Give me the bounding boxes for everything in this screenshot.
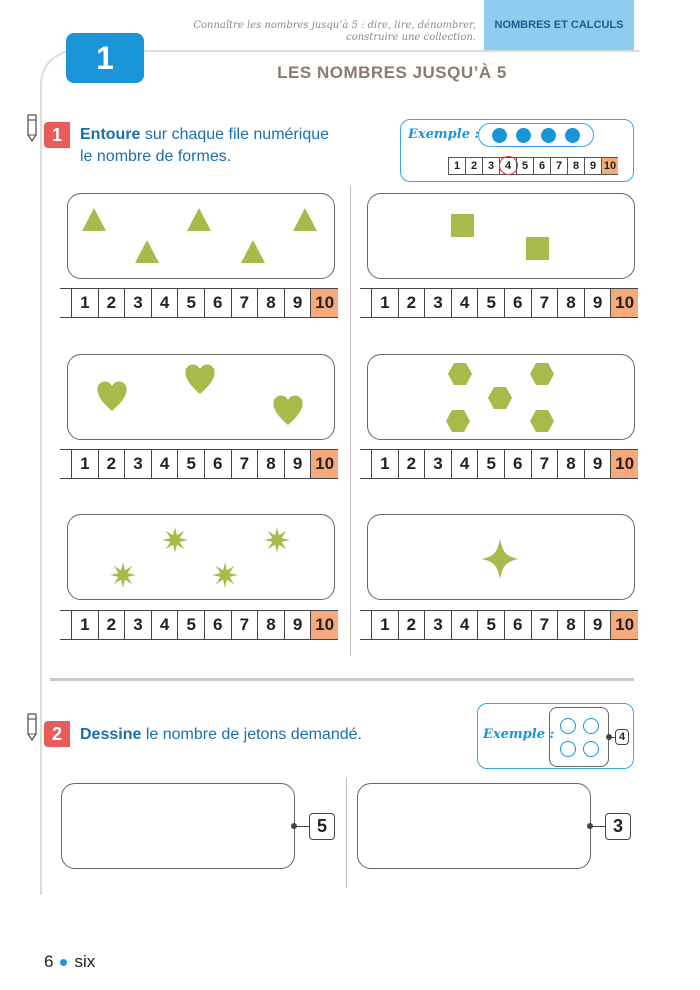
number-cell[interactable]: 5	[478, 450, 505, 478]
number-line-lead	[360, 450, 372, 478]
square-shape	[451, 214, 474, 237]
square-shape	[526, 237, 549, 260]
column-divider	[350, 186, 351, 656]
exercise-1-verb: Entoure	[80, 126, 141, 143]
triangle-shape	[135, 240, 159, 263]
number-cell[interactable]: 9	[585, 450, 612, 478]
number-cell[interactable]: 5	[478, 611, 505, 639]
example-number-cell: 2	[465, 158, 482, 174]
shape-card-starbursts	[67, 514, 335, 600]
number-cell[interactable]: 1	[72, 611, 99, 639]
number-cell[interactable]: 9	[285, 450, 312, 478]
drawing-box-5[interactable]	[61, 783, 295, 869]
box-connector	[590, 826, 605, 827]
number-cell[interactable]: 5	[178, 289, 205, 317]
number-cell[interactable]: 7	[532, 450, 559, 478]
page-word: six	[74, 952, 96, 971]
pencil-icon	[24, 712, 42, 742]
number-line-lead	[60, 450, 72, 478]
lesson-title: LES NOMBRES JUSQU’À 5	[277, 63, 507, 82]
heart-shape	[185, 365, 214, 395]
number-cell[interactable]: 10	[311, 289, 338, 317]
number-line-lead	[60, 289, 72, 317]
example-label-1: Exemple :	[408, 127, 480, 142]
triangle-shape	[187, 208, 211, 231]
pencil-icon	[24, 113, 42, 143]
triangle-shape	[241, 240, 265, 263]
exercise-2-rest: le nombre de jetons demandé.	[141, 726, 362, 743]
token-circle	[560, 718, 576, 734]
exercise-2-instruction	[80, 724, 362, 746]
number-cell[interactable]: 2	[399, 289, 426, 317]
exercise-1-line-2: le nombre de formes.	[80, 148, 232, 165]
heart-shape	[97, 382, 126, 412]
number-cell[interactable]: 6	[505, 289, 532, 317]
number-line	[360, 449, 638, 479]
number-line	[360, 610, 638, 640]
number-cell[interactable]: 7	[232, 450, 259, 478]
shape-card-stars	[367, 514, 635, 600]
starburst-shape	[264, 527, 290, 553]
exercise-2-number: 2	[44, 721, 70, 747]
number-cell[interactable]: 10	[311, 611, 338, 639]
number-cell[interactable]: 8	[258, 289, 285, 317]
shape-card-squares	[367, 193, 635, 279]
footer-dot	[60, 959, 67, 966]
example-number-cell: 7	[550, 158, 567, 174]
number-cell[interactable]: 3	[125, 611, 152, 639]
example-token-grid	[549, 707, 609, 767]
shape-card-triangles	[67, 193, 335, 279]
number-line	[60, 449, 338, 479]
number-cell[interactable]: 4	[152, 289, 179, 317]
column-divider-2	[346, 778, 347, 888]
number-cell[interactable]: 10	[611, 289, 638, 317]
number-cell[interactable]: 8	[258, 611, 285, 639]
number-cell[interactable]: 2	[99, 450, 126, 478]
example-dots	[478, 123, 594, 147]
square-shapes	[368, 194, 636, 280]
triangle-shape	[293, 208, 317, 231]
number-cell[interactable]: 1	[372, 450, 399, 478]
hexagon-shape	[488, 387, 512, 409]
section-divider	[50, 678, 634, 681]
example-number-cell: 1	[448, 158, 465, 174]
number-cell[interactable]: 3	[425, 289, 452, 317]
starburst-shape	[212, 562, 238, 588]
number-line-lead	[360, 611, 372, 639]
star-shapes	[368, 515, 636, 601]
number-cell[interactable]: 7	[532, 611, 559, 639]
four-point-star-shape	[482, 539, 518, 579]
page-number: 6	[44, 952, 54, 971]
number-cell[interactable]: 6	[205, 611, 232, 639]
hexagon-shape	[446, 410, 470, 432]
number-cell[interactable]: 5	[178, 450, 205, 478]
example-number-cell: 10	[601, 158, 618, 174]
number-cell[interactable]: 3	[425, 450, 452, 478]
number-cell[interactable]: 8	[558, 450, 585, 478]
starburst-shapes	[68, 515, 336, 601]
example-number-cell: 6	[533, 158, 550, 174]
token-circle	[560, 741, 576, 757]
section-tab: NOMBRES ET CALCULS	[484, 0, 634, 50]
example-circled-cell: 4	[499, 158, 516, 174]
number-cell[interactable]: 7	[532, 289, 559, 317]
exercise-1-line-1: sur chaque file numérique	[140, 126, 330, 143]
token-circle	[583, 741, 599, 757]
number-cell[interactable]: 8	[258, 450, 285, 478]
number-cell[interactable]: 9	[285, 611, 312, 639]
number-line	[360, 288, 638, 318]
example-dot	[565, 128, 580, 143]
number-cell[interactable]: 4	[152, 611, 179, 639]
number-cell[interactable]: 9	[585, 289, 612, 317]
example-dot	[516, 128, 531, 143]
hexagon-shapes	[368, 355, 636, 441]
number-line-lead	[360, 289, 372, 317]
number-cell[interactable]: 2	[99, 611, 126, 639]
number-cell[interactable]: 2	[399, 611, 426, 639]
requested-count-tag: 5	[309, 813, 335, 840]
shape-card-hearts	[67, 354, 335, 440]
heart-shapes	[68, 355, 336, 441]
number-cell[interactable]: 9	[285, 289, 312, 317]
number-cell[interactable]: 6	[205, 450, 232, 478]
example-number-cell: 3	[482, 158, 499, 174]
number-cell[interactable]: 3	[425, 611, 452, 639]
token-circle	[583, 718, 599, 734]
box-connector	[294, 826, 309, 827]
number-cell[interactable]: 1	[72, 450, 99, 478]
number-cell[interactable]: 4	[452, 289, 479, 317]
starburst-shape	[162, 527, 188, 553]
number-cell[interactable]: 9	[585, 611, 612, 639]
objective-text	[193, 20, 476, 44]
number-cell[interactable]: 6	[205, 289, 232, 317]
triangle-shapes	[68, 194, 336, 280]
page-footer	[44, 952, 95, 972]
number-cell[interactable]: 8	[558, 611, 585, 639]
number-cell[interactable]: 5	[478, 289, 505, 317]
requested-count-tag: 3	[605, 813, 631, 840]
number-cell[interactable]: 4	[152, 450, 179, 478]
number-cell[interactable]: 10	[611, 450, 638, 478]
example-count-tag: 4	[615, 729, 629, 745]
number-cell[interactable]: 4	[452, 611, 479, 639]
number-cell[interactable]: 6	[505, 450, 532, 478]
number-cell[interactable]: 2	[399, 450, 426, 478]
number-cell[interactable]: 1	[372, 289, 399, 317]
shape-card-hexagons	[367, 354, 635, 440]
number-line	[60, 610, 338, 640]
hexagon-shape	[530, 410, 554, 432]
number-cell[interactable]: 3	[125, 450, 152, 478]
number-cell[interactable]: 3	[125, 289, 152, 317]
number-line-lead	[60, 611, 72, 639]
exercise-1-number: 1	[44, 122, 70, 148]
hexagon-shape	[448, 363, 472, 385]
example-dot	[492, 128, 507, 143]
number-cell[interactable]: 10	[611, 611, 638, 639]
drawing-box-3[interactable]	[357, 783, 591, 869]
number-cell[interactable]: 2	[99, 289, 126, 317]
number-cell[interactable]: 7	[232, 611, 259, 639]
number-line	[60, 288, 338, 318]
hexagon-shape	[530, 363, 554, 385]
triangle-shape	[82, 208, 106, 231]
number-cell[interactable]: 4	[452, 450, 479, 478]
number-cell[interactable]: 7	[232, 289, 259, 317]
number-cell[interactable]: 1	[372, 611, 399, 639]
objective-line-1: Connaître les nombres jusqu’à 5 : dire, lire, dénombrer,	[193, 20, 476, 31]
number-cell[interactable]: 8	[558, 289, 585, 317]
exercise-1-instruction	[80, 124, 329, 168]
number-cell[interactable]: 1	[72, 289, 99, 317]
example-number-cell: 8	[567, 158, 584, 174]
number-cell[interactable]: 5	[178, 611, 205, 639]
example-number-cell: 9	[584, 158, 601, 174]
exercise-2-verb: Dessine	[80, 726, 142, 743]
starburst-shape	[110, 562, 136, 588]
example-label-2: Exemple :	[483, 727, 555, 742]
example-dot	[541, 128, 556, 143]
lesson-number-badge: 1	[66, 33, 144, 83]
heart-shape	[273, 396, 302, 426]
number-cell[interactable]: 10	[311, 450, 338, 478]
example-number-cell: 5	[516, 158, 533, 174]
example-number-line	[448, 157, 618, 175]
objective-line-2: construire une collection.	[346, 32, 476, 43]
number-cell[interactable]: 6	[505, 611, 532, 639]
